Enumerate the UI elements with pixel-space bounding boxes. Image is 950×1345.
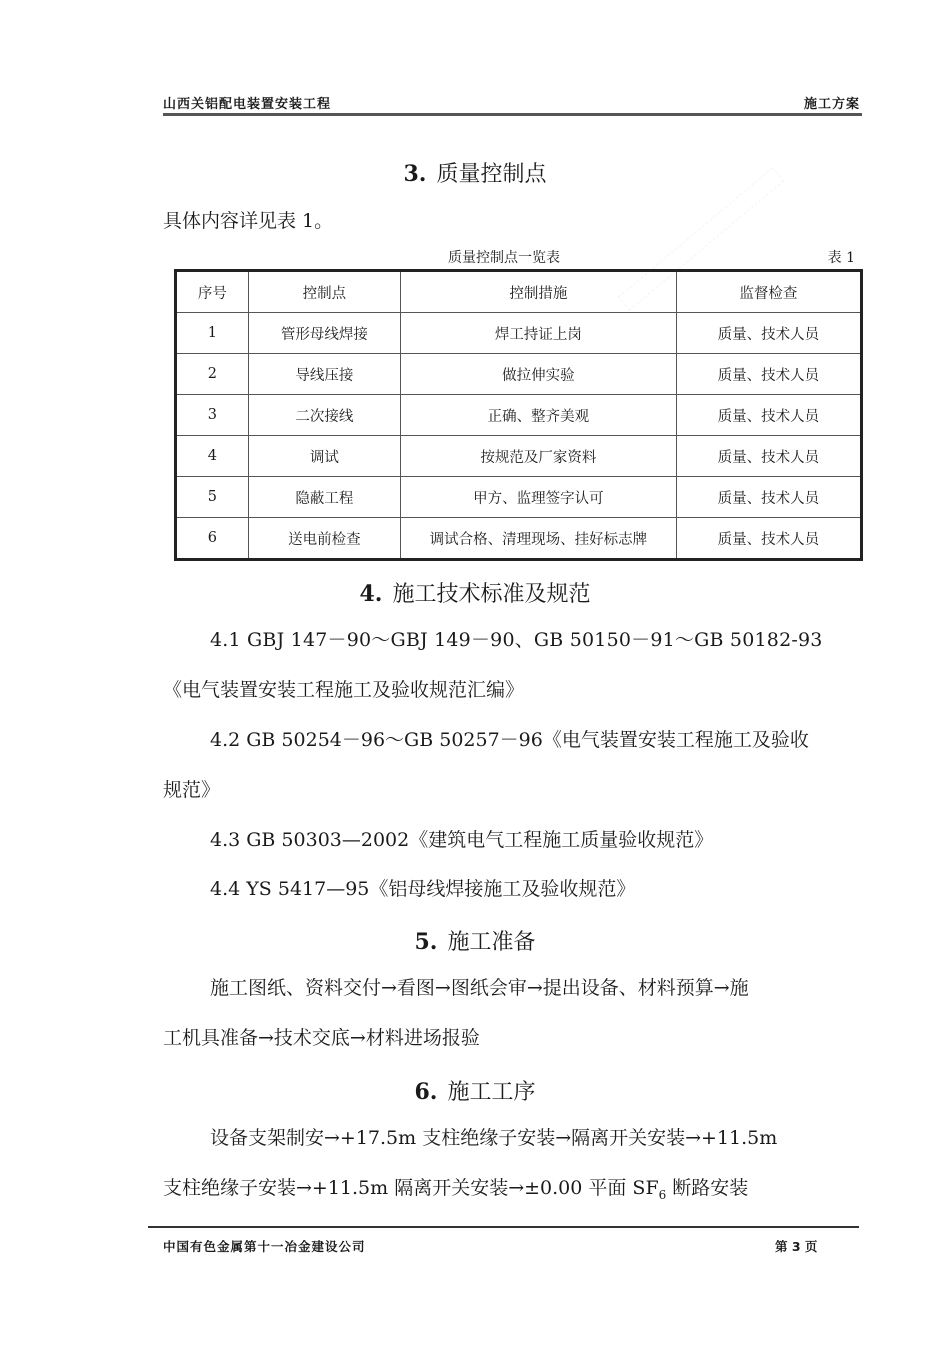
section-title: 施工工序	[447, 1080, 536, 1105]
column-header: 控制措施	[401, 271, 677, 313]
procedure-line2-text: 支柱绝缘子安装→+11.5m 隔离开关安装→±0.00 平面 SF	[163, 1177, 659, 1199]
table-cell: 2	[176, 354, 249, 395]
table-cell: 管形母线焊接	[248, 313, 400, 354]
table-cell: 做拉伸实验	[401, 354, 677, 395]
standard-4-4: 4.4 YS 5417—95《铝母线焊接施工及验收规范》	[210, 878, 636, 900]
standard-4-1-line1: 4.1 GBJ 147－90～GBJ 149－90、GB 50150－91～GB 50182-93	[210, 629, 823, 651]
table-cell: 二次接线	[248, 395, 400, 436]
table-cell: 焊工持证上岗	[401, 313, 677, 354]
table-caption: 质量控制点一览表	[448, 250, 560, 266]
table-cell: 导线压接	[248, 354, 400, 395]
table-cell: 质量、技术人员	[676, 518, 861, 560]
table-cell: 质量、技术人员	[676, 395, 861, 436]
section-title: 质量控制点	[436, 162, 547, 187]
table-cell: 3	[176, 395, 249, 436]
preparation-line1: 施工图纸、资料交付→看图→图纸会审→提出设备、材料预算→施	[210, 977, 749, 999]
table-row	[176, 354, 862, 395]
table-cell: 4	[176, 436, 249, 477]
standard-4-2-line1: 4.2 GB 50254－96～GB 50257－96《电气装置安装工程施工及验收	[210, 729, 809, 751]
table-cell: 调试	[248, 436, 400, 477]
table-cell: 送电前检查	[248, 518, 400, 560]
table-cell: 质量、技术人员	[676, 436, 861, 477]
standard-4-2-line2: 规范》	[163, 779, 221, 801]
table-cell: 甲方、监理签字认可	[401, 477, 677, 518]
preparation-line2: 工机具准备→技术交底→材料进场报验	[163, 1027, 480, 1049]
section-5-heading	[0, 925, 950, 956]
table-number: 表 1	[827, 250, 855, 266]
procedure-line2	[163, 1176, 748, 1207]
table-cell: 正确、整齐美观	[401, 395, 677, 436]
table-row	[176, 477, 862, 518]
table-cell: 6	[176, 518, 249, 560]
section-4-heading	[0, 577, 950, 608]
section-title: 施工准备	[447, 930, 536, 955]
standard-4-1-line2: 《电气装置安装工程施工及验收规范汇编》	[163, 679, 525, 701]
section-number: 3.	[403, 161, 427, 187]
procedure-line2-end: 断路安装	[666, 1177, 749, 1199]
section-number: 6.	[414, 1079, 438, 1105]
standard-4-3: 4.3 GB 50303—2002《建筑电气工程施工质量验收规范》	[210, 829, 714, 851]
procedure-line1: 设备支架制安→+17.5m 支柱绝缘子安装→隔离开关安装→+11.5m	[210, 1127, 778, 1149]
table-cell: 调试合格、清理现场、挂好标志牌	[401, 518, 677, 560]
subscript-6: 6	[658, 1187, 667, 1202]
header-doc-type: 施工方案	[803, 97, 860, 112]
column-header: 序号	[176, 271, 249, 313]
table-row	[176, 313, 862, 354]
column-header: 监督检查	[676, 271, 861, 313]
table-cell: 1	[176, 313, 249, 354]
footer-divider	[148, 1226, 859, 1228]
header-divider	[163, 113, 862, 116]
table-cell: 隐蔽工程	[248, 477, 400, 518]
table-row	[176, 518, 862, 560]
page-number: 第 3 页	[775, 1239, 818, 1254]
section-3-intro: 具体内容详见表 1。	[163, 210, 334, 232]
table-cell: 5	[176, 477, 249, 518]
quality-control-table	[174, 269, 863, 561]
table-row	[176, 395, 862, 436]
table-cell: 按规范及厂家资料	[401, 436, 677, 477]
table-header-row	[176, 271, 862, 313]
header-project-name: 山西关铝配电装置安装工程	[163, 97, 332, 112]
footer-company: 中国有色金属第十一冶金建设公司	[163, 1239, 366, 1254]
section-3-heading	[0, 157, 950, 188]
section-number: 4.	[359, 581, 383, 607]
column-header: 控制点	[248, 271, 400, 313]
table-cell: 质量、技术人员	[676, 354, 861, 395]
section-number: 5.	[414, 929, 438, 955]
table-cell: 质量、技术人员	[676, 477, 861, 518]
table-cell: 质量、技术人员	[676, 313, 861, 354]
section-6-heading	[0, 1075, 950, 1106]
table-row	[176, 436, 862, 477]
section-title: 施工技术标准及规范	[392, 582, 591, 607]
